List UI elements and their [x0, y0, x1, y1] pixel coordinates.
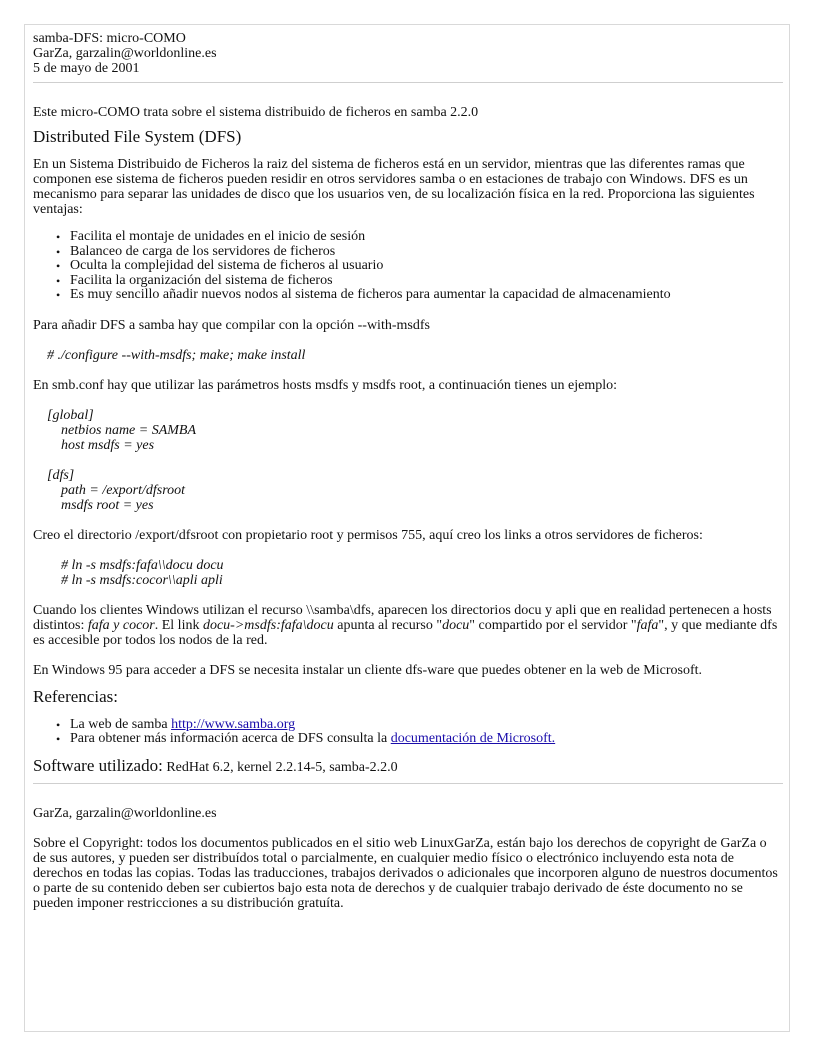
software-heading	[33, 756, 783, 778]
document-content	[33, 31, 783, 911]
config-line: path = /export/dfsroot	[61, 482, 186, 498]
clients-text: . El link	[154, 617, 203, 633]
document-title: samba-DFS: micro-COMO	[33, 31, 186, 46]
clients-link-path: docu->msdfs:fafa\docu	[202, 617, 334, 633]
clients-server-name: fafa	[636, 617, 659, 633]
clients-hosts: fafa y cocor	[87, 617, 155, 633]
list-item: • Facilita el montaje de unidades en el inicio de sesión	[70, 230, 783, 245]
win95-text: En Windows 95 para acceder a DFS se necesita instalar un cliente dfs-ware que puedes obtener en la web de Microsoft.	[33, 662, 702, 678]
config-line: netbios name = SAMBA	[61, 422, 197, 438]
smbconf-example	[33, 408, 783, 513]
microsoft-docs-link[interactable]: documentación de Microsoft.	[390, 731, 556, 746]
list-item: • Oculta la complejidad del sistema de ficheros al usuario	[70, 259, 783, 274]
list-item	[70, 732, 783, 747]
compile-text: Para añadir DFS a samba hay que compilar con la opción --with-msdfs	[33, 317, 430, 333]
list-item: • Facilita la organización del sistema de ficheros	[70, 274, 783, 289]
clients-text: Cuando los clientes Windows utilizan el recurso \\samba\dfs, aparecen los directorios docu y apli que en realidad pertenecen a hosts distintos:	[33, 602, 772, 633]
config-line: host msdfs = yes	[61, 437, 155, 453]
dfs-section-header: [dfs]	[47, 467, 75, 483]
dfs-heading: Distributed File System (DFS)	[33, 127, 242, 146]
document-author: GarZa, garzalin@worldonline.es	[33, 46, 217, 61]
dfs-paragraph: En un Sistema Distribuido de Ficheros la raiz del sistema de ficheros está en un servidor, mientras que las diferentes ramas que componen ese sistema de ficheros pueden residir en otros servidores samba o en estaciones de trabajo con Windows. DFS es un mecanismo para separar las unidades de disco que los usuarios ven, de su localización física en la red. Proporciona las siguientes ventajas:	[33, 157, 755, 217]
clients-paragraph	[33, 603, 783, 648]
samba-web-link[interactable]: http://www.samba.org	[171, 716, 296, 732]
clients-text: apunta al recurso "	[333, 617, 443, 633]
document-page	[24, 24, 790, 1032]
ln-command-apli: # ln -s msdfs:cocor\\apli apli	[61, 572, 223, 588]
global-section-header: [global]	[47, 407, 94, 423]
reference-text: La web de samba	[70, 716, 172, 732]
links-text: Creo el directorio /export/dfsroot con propietario root y permisos 755, aquí creo los links a otros servidores de ficheros:	[33, 527, 703, 543]
document-date: 5 de mayo de 2001	[33, 61, 140, 76]
clients-text: ", y que mediante dfs es accesible por todos los nodos de la red.	[33, 617, 778, 648]
list-item: • Es muy sencillo añadir nuevos nodos al sistema de ficheros para aumentar la capacidad de almacenamiento	[70, 288, 783, 303]
ln-command-docu: # ln -s msdfs:fafa\\docu docu	[61, 557, 224, 573]
list-item	[70, 718, 783, 733]
software-label: Software utilizado:	[33, 755, 163, 775]
intro-text: Este micro-COMO trata sobre el sistema distribuido de ficheros en samba 2.2.0	[33, 105, 479, 120]
advantages-list	[33, 230, 783, 303]
document-header	[33, 31, 783, 76]
footer-author: GarZa, garzalin@worldonline.es	[33, 805, 217, 821]
clients-text: " compartido por el servidor "	[469, 617, 637, 633]
references-list	[33, 718, 783, 747]
config-line: msdfs root = yes	[61, 497, 154, 513]
smbconf-text: En smb.conf hay que utilizar las parámetros hosts msdfs y msdfs root, a continuación tienes un ejemplo:	[33, 377, 617, 393]
copyright-notice: Sobre el Copyright: todos los documentos publicados en el sitio web LinuxGarZa, están bajo los derechos de copyright de GarZa o de sus autores, y pueden ser distribuídos total o parcialmente, en cualquier medio físico o electrónico incluyendo esta nota de derechos en todas las copias. Todas las traducciones, trabajos derivados o adicionales que incorporen alguno de nuestros documentos o parte de su contenido deben ser cubiertos bajo esta nota de derechos y de cualquier trabajo derivado de éste documento no se pueden imponer restricciones a su distribución gratuíta.	[33, 835, 778, 911]
software-detail: RedHat 6.2, kernel 2.2.14-5, samba-2.2.0	[162, 759, 398, 775]
clients-share-name: docu	[442, 617, 470, 633]
reference-text: Para obtener más información acerca de DFS consulta la	[70, 731, 391, 746]
list-item: • Balanceo de carga de los servidores de ficheros	[70, 245, 783, 260]
compile-command: # ./configure --with-msdfs; make; make install	[47, 347, 306, 363]
references-heading: Referencias:	[33, 686, 118, 706]
